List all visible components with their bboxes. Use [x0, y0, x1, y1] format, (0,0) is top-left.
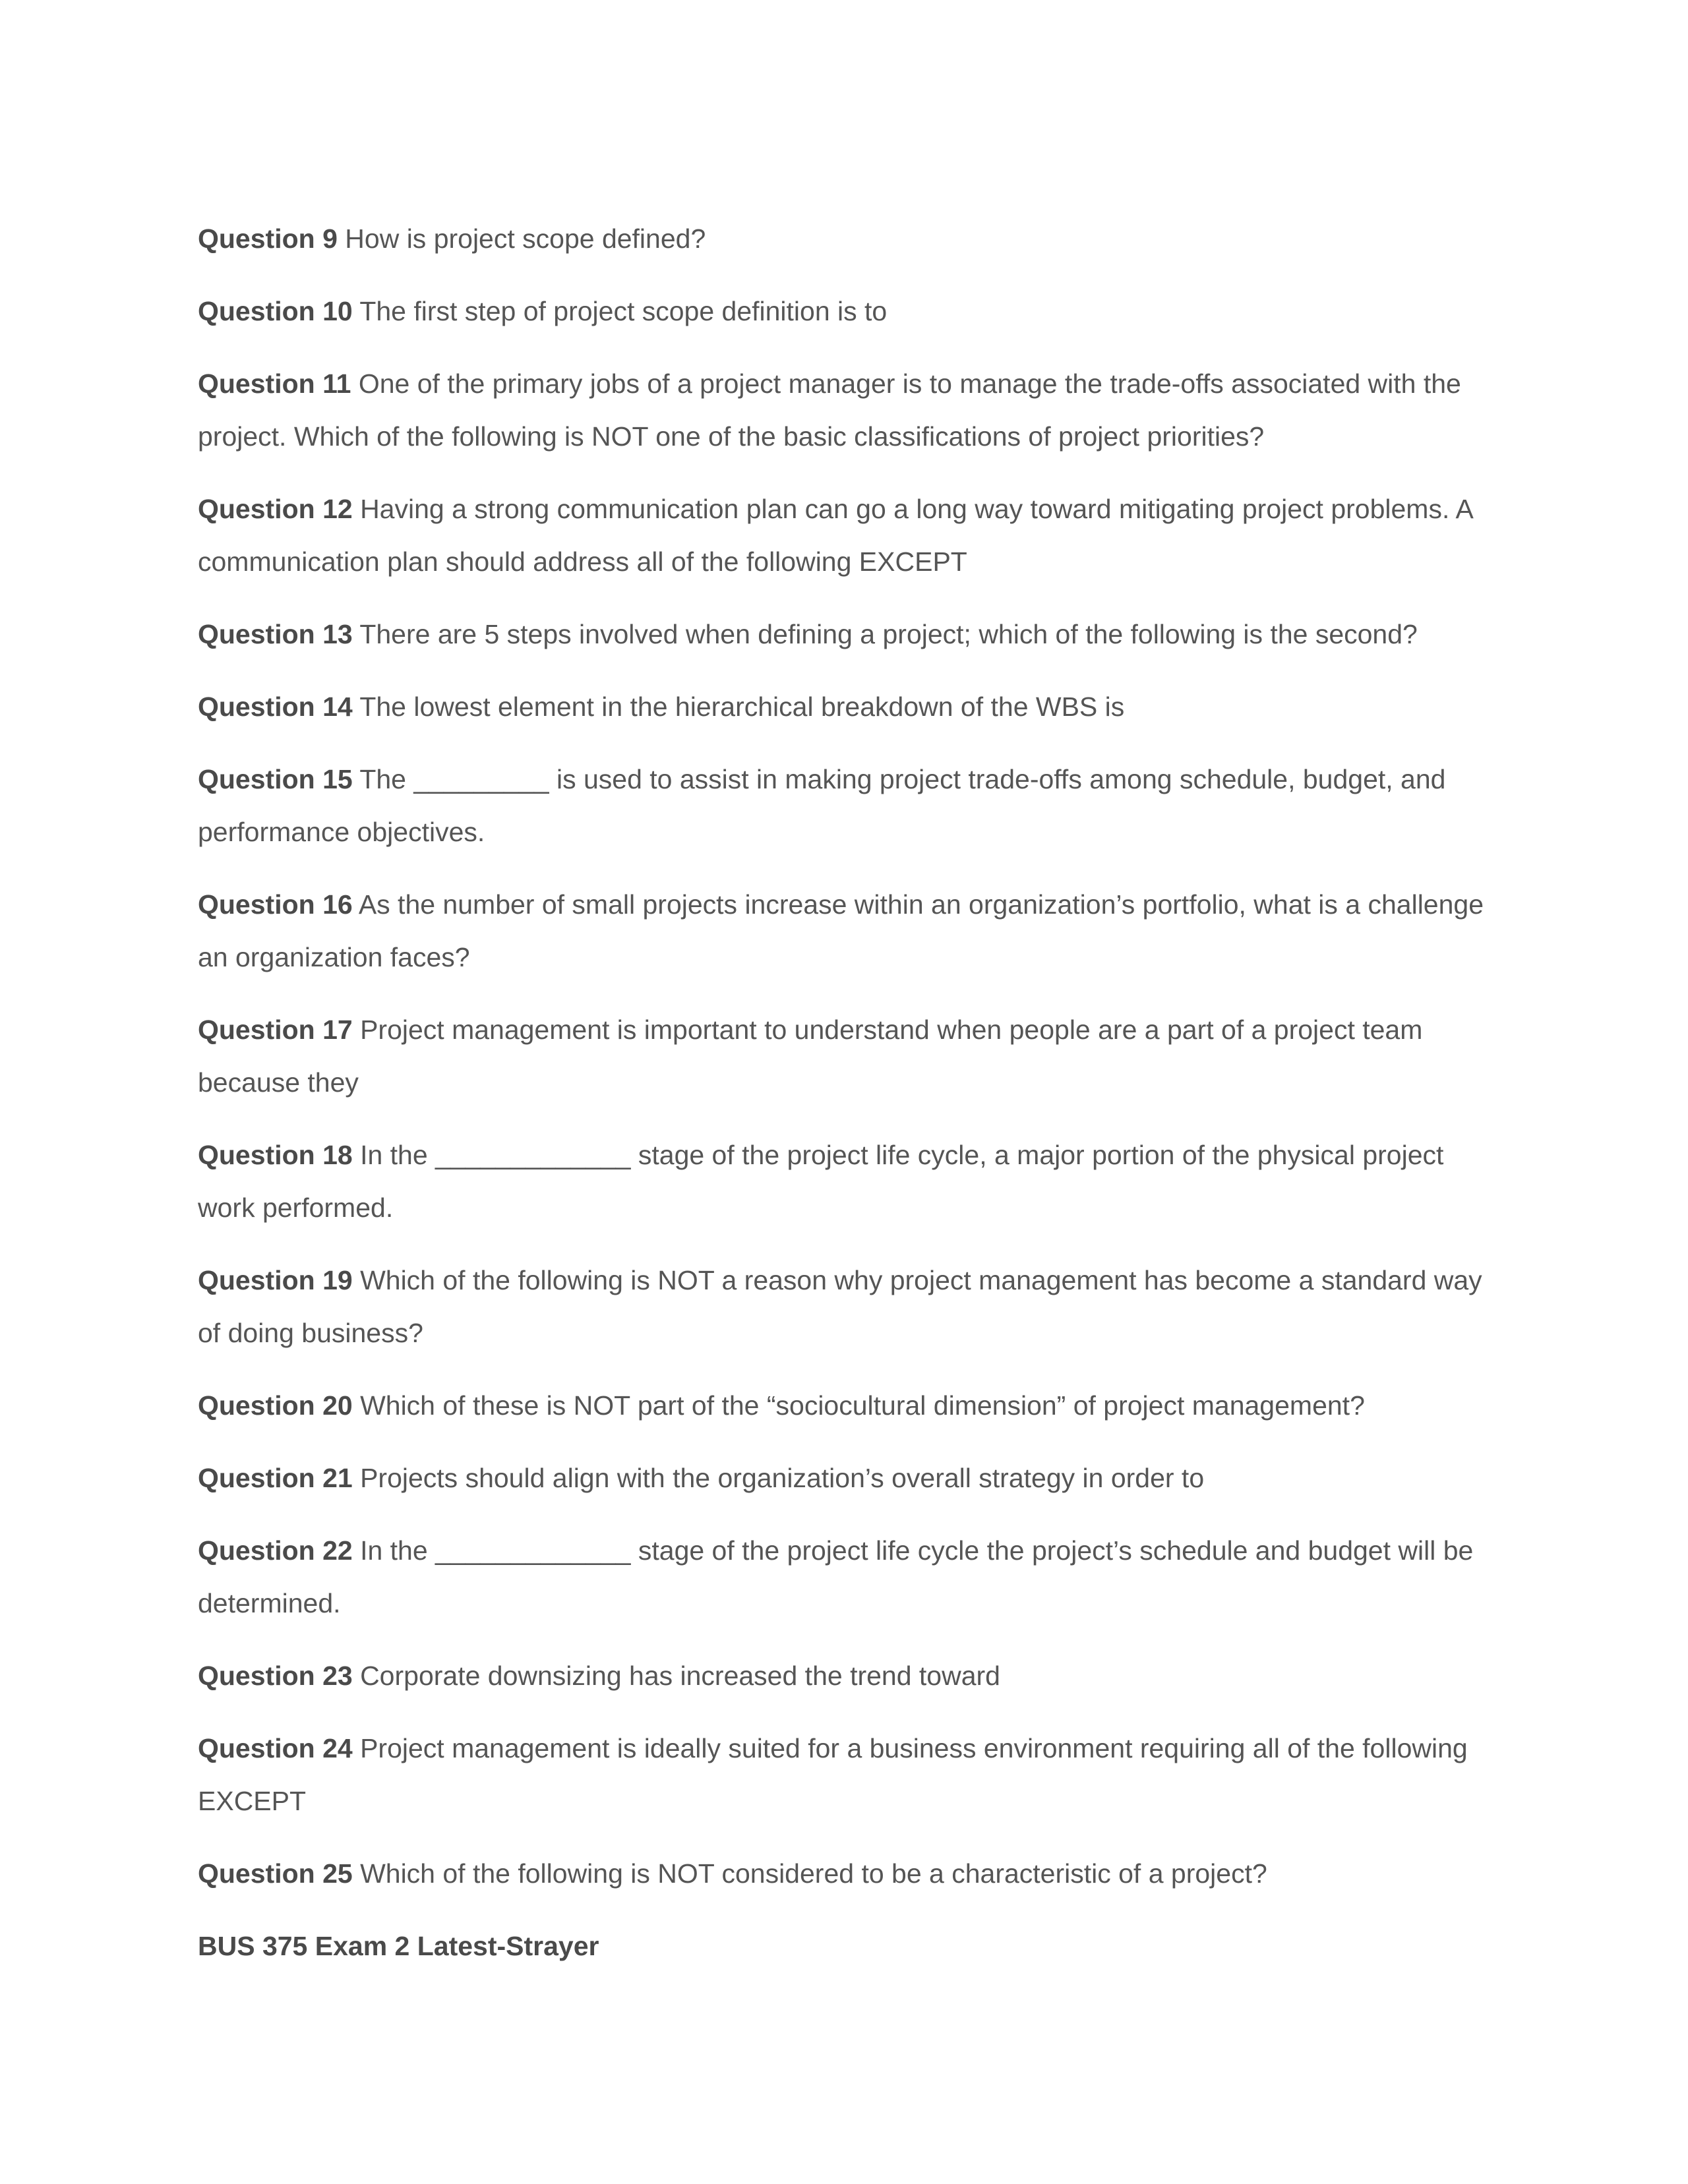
question-text: The first step of project scope definition is to	[359, 296, 888, 326]
question-text: As the number of small projects increase within an organization’s portfolio, what is a challenge an organization faces?	[198, 889, 1484, 972]
question-item	[198, 357, 1503, 463]
question-text: Project management is ideally suited for a business environment requiring all of the following EXCEPT	[198, 1733, 1468, 1816]
question-item	[198, 680, 1503, 733]
question-label: Question 14	[198, 692, 353, 722]
question-label: Question 9	[198, 223, 338, 254]
question-label: Question 17	[198, 1015, 353, 1045]
question-label: Question 16	[198, 889, 353, 920]
question-item	[198, 483, 1503, 588]
question-list	[198, 212, 1503, 1972]
question-text: Which of these is NOT part of the “sociocultural dimension” of project management?	[360, 1390, 1365, 1421]
question-item	[198, 1649, 1503, 1702]
question-label: Question 22	[198, 1535, 353, 1566]
question-label: Question 10	[198, 296, 353, 326]
question-text: Which of the following is NOT a reason why project management has become a standard way of doing business?	[198, 1265, 1482, 1348]
question-label: Question 18	[198, 1140, 353, 1170]
question-label: Question 19	[198, 1265, 353, 1295]
question-item	[198, 1722, 1503, 1827]
question-item	[198, 753, 1503, 858]
question-text: In the _____________ stage of the project life cycle the project’s schedule and budget will be determined.	[198, 1535, 1474, 1618]
question-text: The _________ is used to assist in making project trade-offs among schedule, budget, and performance objectives.	[198, 764, 1446, 847]
question-item	[198, 285, 1503, 338]
question-text: In the _____________ stage of the project life cycle, a major portion of the physical project work performed.	[198, 1140, 1444, 1223]
question-item	[198, 1452, 1503, 1504]
question-item	[198, 1254, 1503, 1359]
question-label: Question 13	[198, 619, 353, 649]
question-text: Corporate downsizing has increased the trend toward	[360, 1661, 1000, 1691]
question-text: Project management is important to understand when people are a part of a project team because they	[198, 1015, 1423, 1098]
question-item	[198, 1524, 1503, 1630]
question-text: Projects should align with the organization’s overall strategy in order to	[360, 1463, 1205, 1493]
question-text: Having a strong communication plan can go a long way toward mitigating project problems. A communication plan should address all of the following EXCEPT	[198, 494, 1472, 577]
question-label: Question 23	[198, 1661, 353, 1691]
question-text: The lowest element in the hierarchical breakdown of the WBS is	[359, 692, 1125, 722]
question-text: Which of the following is NOT considered to be a characteristic of a project?	[360, 1858, 1267, 1889]
question-label: Question 15	[198, 764, 353, 794]
question-text: How is project scope defined?	[345, 223, 706, 254]
question-text: One of the primary jobs of a project manager is to manage the trade-offs associated with the project. Which of the following is NOT one of the basic classifications of project priorities?	[198, 369, 1461, 452]
question-item	[198, 1129, 1503, 1234]
question-text: There are 5 steps involved when defining a project; which of the following is the second?	[359, 619, 1418, 649]
question-label: Question 11	[198, 369, 351, 399]
question-item	[198, 608, 1503, 661]
question-label: Question 21	[198, 1463, 353, 1493]
question-label: Question 24	[198, 1733, 353, 1763]
question-item	[198, 878, 1503, 984]
question-label: Question 12	[198, 494, 353, 524]
document-footer-title: BUS 375 Exam 2 Latest-Strayer	[198, 1931, 599, 1961]
question-label: Question 20	[198, 1390, 353, 1421]
question-item	[198, 1003, 1503, 1109]
question-label: Question 25	[198, 1858, 353, 1889]
question-item	[198, 1379, 1503, 1432]
question-item	[198, 212, 1503, 265]
question-item	[198, 1847, 1503, 1900]
